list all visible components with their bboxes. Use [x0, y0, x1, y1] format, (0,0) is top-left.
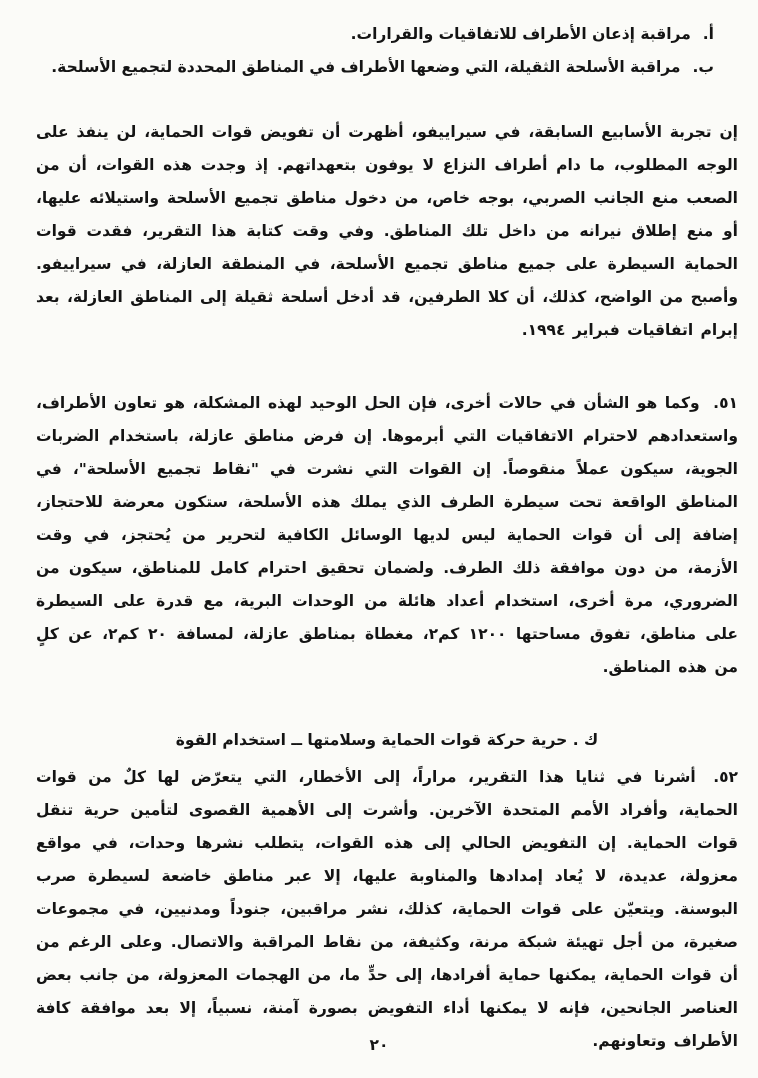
paragraph-52	[36, 761, 738, 1058]
clause-marker-b: ب.	[692, 58, 714, 76]
section-k-heading: ك . حرية حركة قوات الحماية وسلامتها ــ استخدام القوة	[175, 731, 599, 749]
paragraph-52-text: أشرنا في ثنايا هذا التقرير، مراراً، إلى الأخطار، التي يتعرّض لها كلٌ من قوات الحماية، وأفراد الأمم المتحدة الآخرين. وأشرت إلى الأهمية القصوى لتأمين حرية تنقل قوات الحماية. إن التفويض الحالي إلى هذه القوات، يتطلب نشرها وحدات، في مواقع معزولة، عديدة، لا يُعاد إمدادها والمناوبة عليها، إلا عبر مناطق خاضعة لسيطرة صرب البوسنة. ويتعيّن على قوات الحماية، كذلك، نشر مراقبين، جنوداً ومدنيين، في مجموعات صغيرة، من أجل تهيئة شبكة مرنة، وكثيفة، من نقاط المراقبة والاتصال. وعلى الرغم من أن قوات الحماية، يمكنها حماية أفرادها، إلى حدٍّ ما، من الهجمات المعزولة، من جانب بعض العناصر الجانحين، فإنه لا يمكنها أداء التفويض بصورة آمنة، نسبياً، إلا بعد موافقة كافة الأطراف وتعاونهم.	[36, 768, 738, 1050]
clause-text-a: مراقبة إذعان الأطراف للاتفاقيات والقرارات.	[350, 25, 691, 43]
paragraph-51-number: ٥١.	[713, 394, 738, 412]
page-number: ٢٠	[369, 1036, 389, 1054]
clause-text-b: مراقبة الأسلحة الثقيلة، التي وضعها الأطراف في المناطق المحددة لتجميع الأسلحة.	[51, 58, 681, 76]
paragraph-51-text: وكما هو الشأن في حالات أخرى، فإن الحل الوحيد لهذه المشكلة، هو تعاون الأطراف، واستعدادهم لاحترام الاتفاقيات التي أبرموها. إن فرض مناطق عازلة، باستخدام الضربات الجوية، سيكون عملاً منقوصاً. إن القوات التي نشرت في "نقاط تجميع الأسلحة"، في المناطق الواقعة تحت سيطرة الطرف الذي يملك هذه الأسلحة، ستكون معرضة للاحتجاز، إضافة إلى أن قوات الحماية ليس لديها الوسائل الكافية لتحرير من يُحتجز، في وقت الأزمة، من دون موافقة ذلك الطرف. ولضمان تحقيق احترام كامل للمناطق، سيكون من الضروري، مرة أخرى، استخدام أعداد هائلة من الوحدات البرية، مع قدرة على السيطرة على مناطق، تفوق مساحتها ١٢٠٠ كم٢، مغطاة بمناطق عازلة، لمسافة ٢٠ كم٢، عن كلٍ من هذه المناطق.	[36, 394, 738, 676]
intro-paragraph	[36, 116, 738, 347]
clause-list	[36, 18, 738, 84]
intro-paragraph-text: إن تجربة الأسابيع السابقة، في سيراييفو، أظهرت أن تفويض قوات الحماية، لن ينفذ على الوجه المطلوب، ما دام أطراف النزاع لا يوفون بتعهداتهم. إذ وجدت هذه القوات، أن من الصعب منع الجانب الصربي، بوجه خاص، من دخول مناطق تجميع الأسلحة واستيلائه عليها، أو منع إطلاق نيرانه من داخل تلك المناطق. وفي وقت كتابة هذا التقرير، فقدت قوات الحماية السيطرة على جميع مناطق تجميع الأسلحة، في المنطقة العازلة، في سيراييفو. وأصبح من الواضح، كذلك، أن كلا الطرفين، قد أدخل أسلحة ثقيلة إلى المناطق العازلة، بعد إبرام اتفاقيات فبراير ١٩٩٤.	[36, 123, 738, 339]
clause-item-a	[36, 18, 714, 51]
paragraph-51	[36, 387, 738, 684]
clause-marker-a: أ.	[702, 25, 714, 43]
clause-item-b	[36, 51, 714, 84]
paragraph-52-number: ٥٢.	[713, 768, 738, 786]
